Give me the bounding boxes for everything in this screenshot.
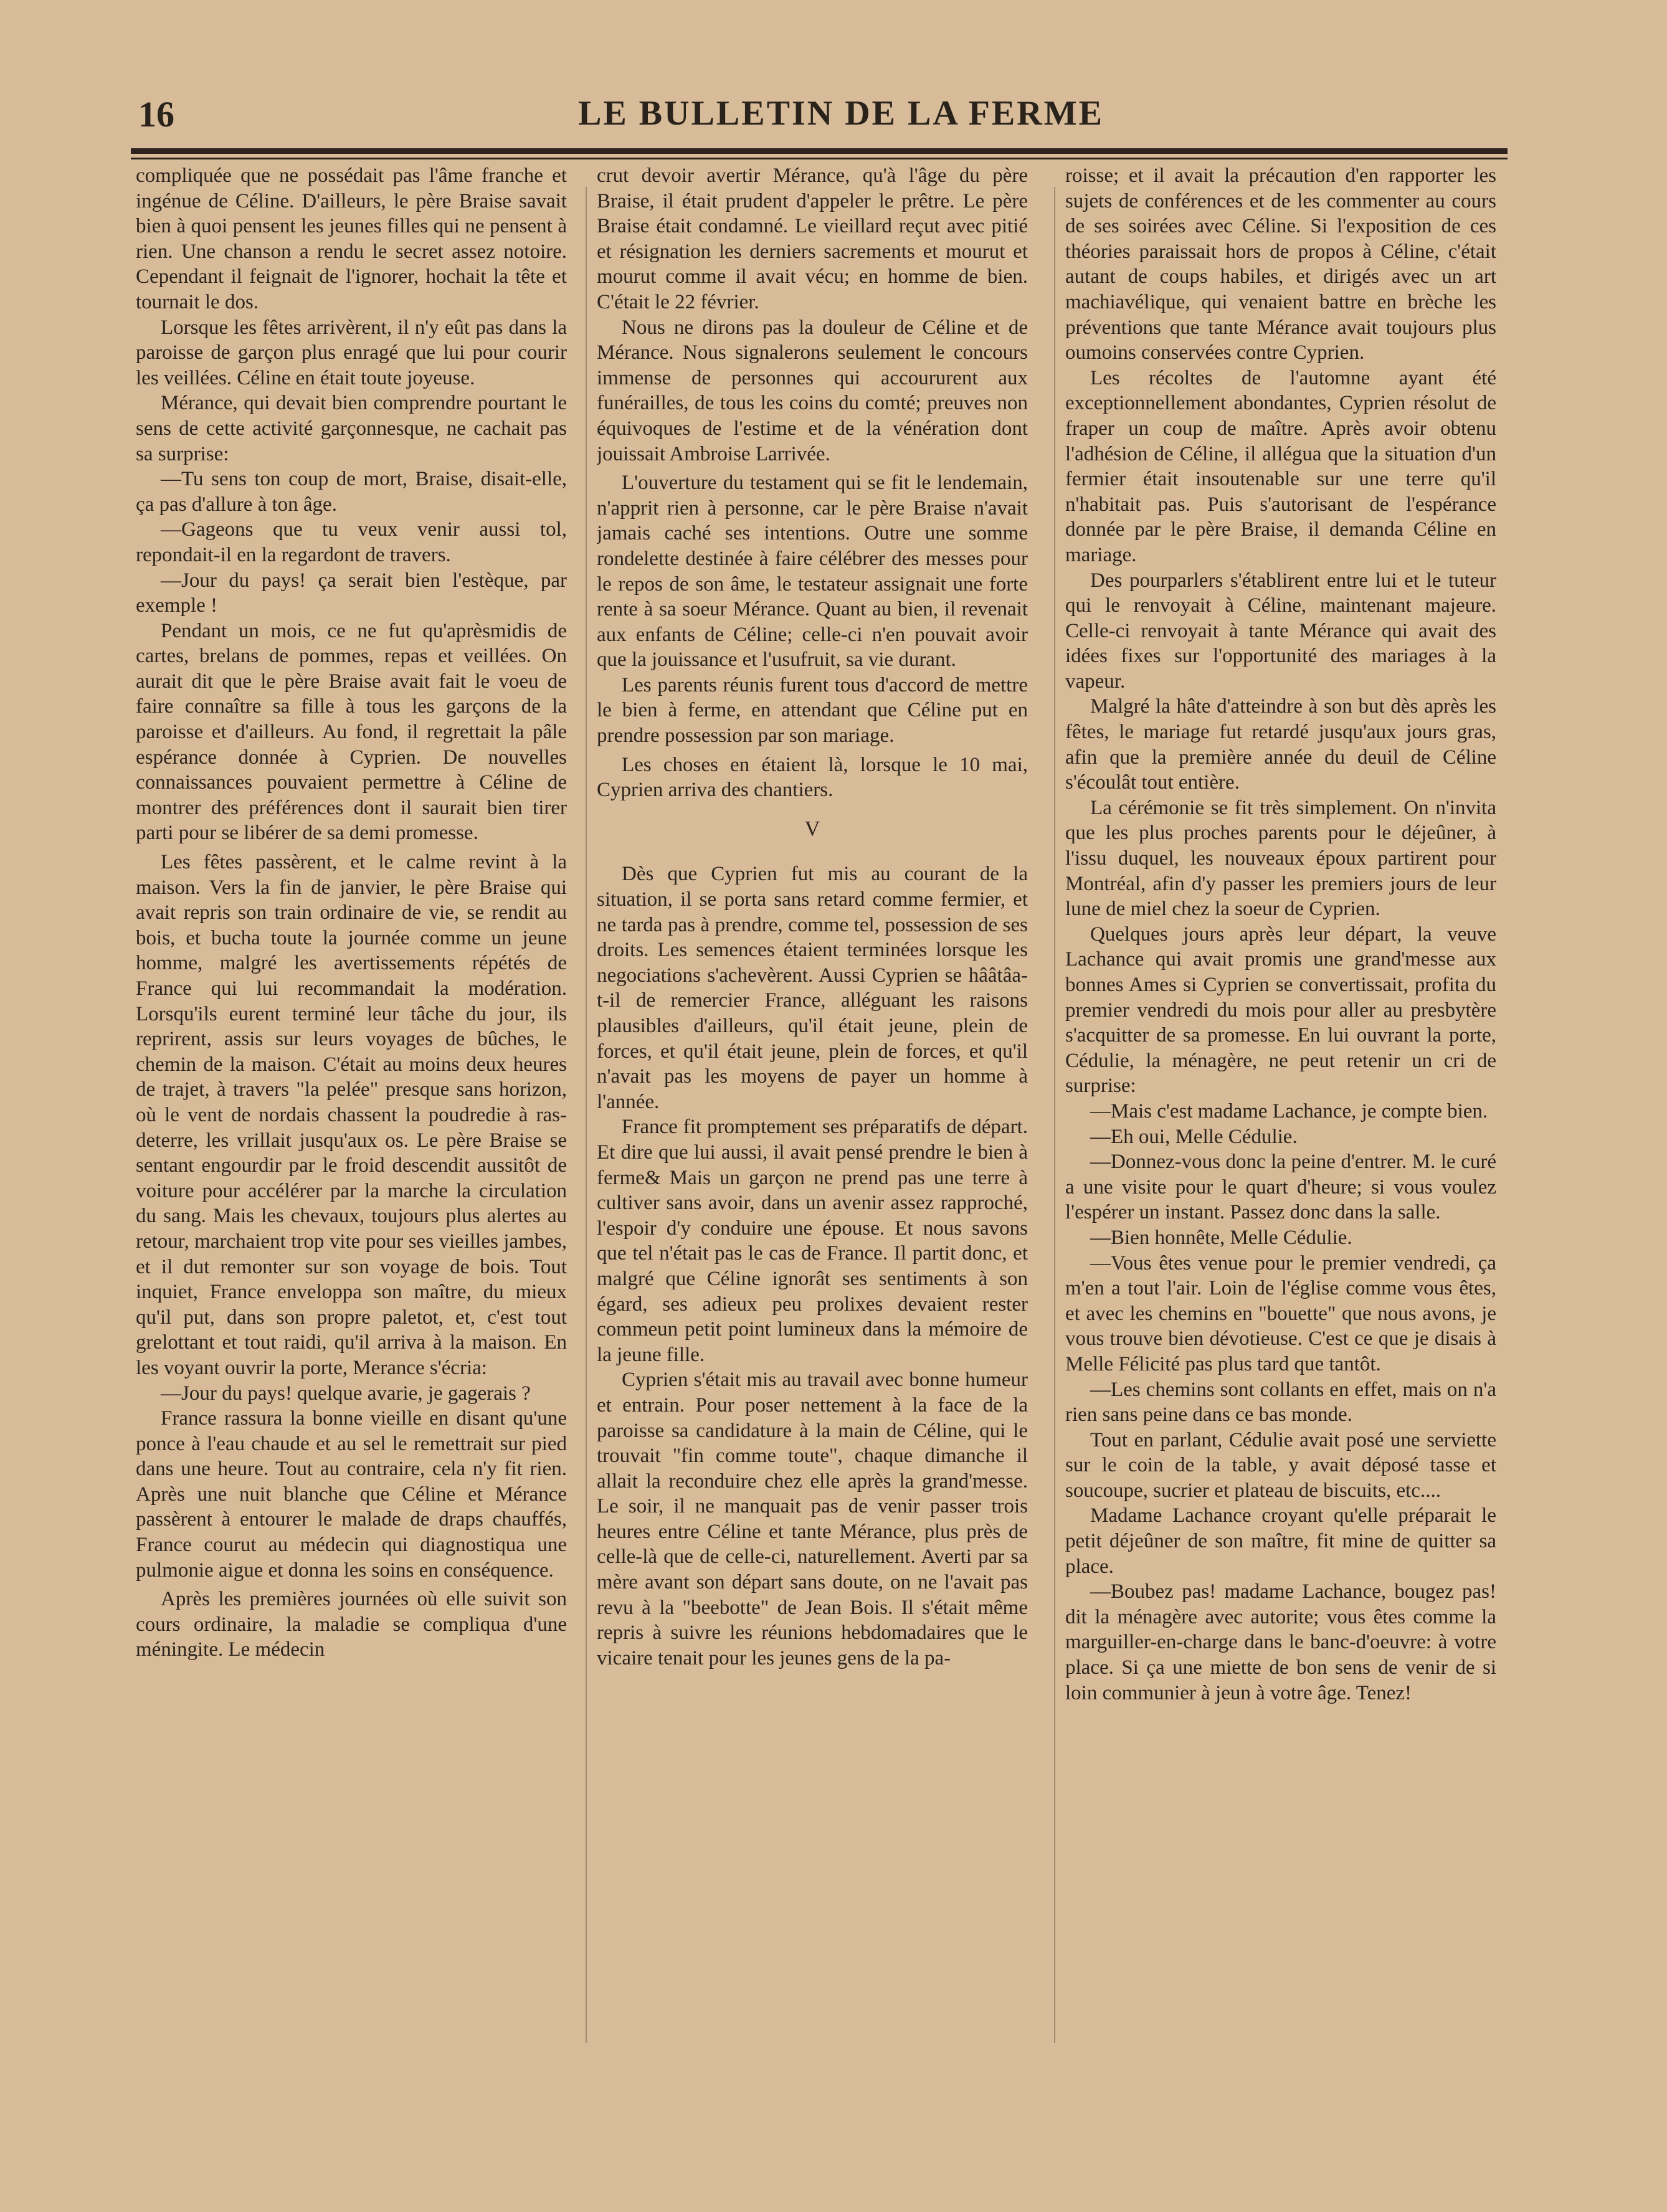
paragraph: Lorsque les fêtes arrivèrent, il n'y eût pas dans la paroisse de garçon plus enragé que lui pour courir les veillées. Céline en était toute joyeuse. bbox=[136, 316, 567, 389]
text-column-2 bbox=[597, 163, 1028, 2063]
paragraph: —Mais c'est madame Lachance, je compte bien. bbox=[1090, 1099, 1488, 1123]
paragraph: Dès que Cyprien fut mis au courant de la situation, il se porta sans retard comme fermier, et ne tarda pas à prendre, comme tel, possession de ses droits. Les semences étaient terminées lorsque les negociations s'achevèrent. Aussi Cyprien se hââtâa-t-il de remercier France, alléguant les raisons plausibles d'ailleurs, qu'il était jeune, plein de forces, et qu'il était jeune, plein de forces, et qu'il n'avait pas les moyens de payer un homme à l'année. bbox=[597, 863, 1028, 1113]
paragraph: Pendant un mois, ce ne fut qu'aprèsmidis de cartes, brelans de pommes, repas et veillées. On aurait dit que le père Braise avait fait le voeu de faire connaître sa fille à tous les garçons de la paroisse et d'ailleurs. Au fond, il regrettait la pâle espérance donnée à Cyprien. De nouvelles connaissances pouvaient permettre à Céline de montrer des préférences dont il saurait bien tirer parti pour se libérer de sa demi promesse. bbox=[136, 619, 567, 845]
header-rule-thin bbox=[131, 158, 1508, 159]
paragraph: Après les premières journées où elle suivit son cours ordinaire, la maladie se compliqua d'une méningite. Le médecin bbox=[136, 1588, 567, 1661]
paragraph: —Jour du pays! ça serait bien l'estèque, par exemple ! bbox=[136, 569, 567, 617]
text-column-1 bbox=[136, 163, 567, 2063]
text-column-3 bbox=[1065, 163, 1496, 2063]
paragraph: —Donnez-vous donc la peine d'entrer. M. le curé a une visite pour le quart d'heure; si vous voulez l'espérer un instant. Passez donc dans la salle. bbox=[1065, 1151, 1496, 1224]
paragraph: roisse; et il avait la précaution d'en rapporter les sujets de conférences et de les commenter au cours de ses soirées avec Céline. Si l'exposition de ces théories paraissait hors de propos à Céline, c'était autant de coups habiles, et dirigés avec un art machiavélique, qui venaient battre en brèche les préventions que tante Mérance avait toujours plus oumoins conservées contre Cyprien. bbox=[1065, 164, 1496, 364]
paragraph: Les fêtes passèrent, et le calme revint à la maison. Vers la fin de janvier, le père Braise qui avait repris son train ordinaire de vie, se rendit au bois, et bucha toute la journée comme un jeune homme, malgré les avertissements répétés de France qui lui recommandait la modération. Lorsqu'ils eurent terminé leur tâche du jour, ils reprirent, assis sur leurs voyages de bûches, le chemin de la maison. C'était au moins deux heures de trajet, à travers "la pelée" presque sans horizon, où le vent de nordais chassent la poudredie à ras-deterre, les vrillait jusqu'aux os. Le père Braise se sentant engourdir par le froid descendit aussitôt de voiture pour accélérer par la marche la circulation du sang. Mais les chevaux, toujours plus alertes au retour, marchaient trop vite pour ses vieilles jambes, et il dut remonter sur son voyage de bois. Tout inquiet, France enveloppa son maître, du mieux qu'il put, dans son propre paletot, et, c'est tout grelottant et tout raidi, qu'il arriva à la maison. En les voyant ouvrir la porte, Merance s'écria: bbox=[136, 851, 567, 1379]
paragraph: —Les chemins sont collants en effet, mais on n'a rien sans peine dans ce bas monde. bbox=[1065, 1378, 1496, 1426]
paragraph: crut devoir avertir Mérance, qu'à l'âge du père Braise, il était prudent d'appeler le prêtre. Le père Braise était condamné. Le vieillard reçut avec pitié et résignation les derniers sacrements et mourut et mourut comme il avait vécu; en homme de bien. C'était le 22 février. bbox=[597, 164, 1028, 313]
paragraph: Cyprien s'était mis au travail avec bonne humeur et entrain. Pour poser nettement à la face de la paroisse sa candidature à la main de Céline, qui le trouvait "fin comme toute", chaque dimanche il allait la reconduire chez elle après la grand'messe. Le soir, il ne manquait pas de venir passer trois heures entre Céline et tante Mérance, plus près de celle-là que de celle-ci, naturellement. Averti par sa mère avant son départ sans doute, on ne l'avait pas revu à la "beebotte" de Jean Bois. Il s'était même repris à suivre les réunions hebdomadaires que le vicaire tenait pour les jeunes gens de la pa- bbox=[597, 1369, 1028, 1669]
paragraph: Madame Lachance croyant qu'elle préparait le petit déjeûner de son maître, fit mine de quitter sa place. bbox=[1065, 1504, 1496, 1578]
paragraph: France rassura la bonne vieille en disant qu'une ponce à l'eau chaude et au sel le remettrait sur pied dans une heure. Tout au contraire, cela n'y fit rien. Après une nuit blanche que Céline et Mérance passèrent à entourer le malade de draps chauffés, France courut au médecin qui diagnostiqua une pulmonie aigue et donna les soins en conséquence. bbox=[136, 1407, 567, 1582]
section-number: V bbox=[804, 817, 820, 840]
column-divider bbox=[1054, 187, 1055, 2043]
column-divider bbox=[586, 187, 587, 2043]
paragraph: —Vous êtes venue pour le premier vendredi, ça m'en a tout l'air. Loin de l'église comme vous êtes, et avec les chemins en "bouette" que nous avons, je vous trouve bien dévotieuse. C'est ce que je disais à Melle Félicité pas plus tard que tantôt. bbox=[1065, 1251, 1496, 1375]
paragraph: Les choses en étaient là, lorsque le 10 mai, Cyprien arriva des chantiers. bbox=[597, 753, 1028, 802]
paragraph: Quelques jours après leur départ, la veuve Lachance qui avait promis une grand'messe aux bonnes Ames si Cyprien se convertissait, profita du premier vendredi du mois pour aller au presbytère s'acquitter de sa promesse. En lui ouvrant la porte, Cédulie, la ménagère, ne peut retenir un cri de surprise: bbox=[1065, 923, 1496, 1098]
paragraph: Les récoltes de l'automne ayant été exceptionnellement abondantes, Cyprien résolut de fraper un coup de maître. Après avoir obtenu l'adhésion de Céline, il allégua que la situation d'un fermier était insoutenable sur une terre qu'il n'habitait pas. Puis s'autorisant de l'espérance donnée par le père Braise, il demanda Céline en mariage. bbox=[1065, 366, 1496, 566]
paragraph: Des pourparlers s'établirent entre lui et le tuteur qui le renvoyait à Céline, maintenant majeure. Celle-ci renvoyait à tante Mérance qui avait des idées fixes sur l'opportunité des mariages à la vapeur. bbox=[1065, 569, 1496, 693]
paragraph: Tout en parlant, Cédulie avait posé une serviette sur le coin de la table, y avait déposé tasse et soucoupe, sucrier et plateau de biscuits, etc.... bbox=[1065, 1428, 1496, 1502]
paragraph: compliquée que ne possédait pas l'âme franche et ingénue de Céline. D'ailleurs, le père Braise savait bien à quoi pensent les jeunes filles qui ne pensent à rien. Une chanson a rendu le secret assez notoire. Cependant il feignait de l'ignorer, hochait la tête et tournait le dos. bbox=[136, 164, 567, 313]
paragraph: —Boubez pas! madame Lachance, bougez pas! dit la ménagère avec autorite; vous êtes comme la marguiller-en-charge dans le banc-d'oeuvre: à votre place. Si ça une miette de bon sens de venir de si loin communier à jeun à votre âge. Tenez! bbox=[1065, 1580, 1496, 1704]
header-rule-thick bbox=[131, 148, 1508, 154]
paragraph: —Jour du pays! quelque avarie, je gagerais ? bbox=[161, 1382, 531, 1405]
paragraph: La cérémonie se fit très simplement. On n'invita que les plus proches parents pour le déjeûner, à l'issu duquel, les nouveaux époux partirent pour Montréal, afin d'y passer les premiers jours de leur lune de miel chez la soeur de Cyprien. bbox=[1065, 796, 1496, 921]
paragraph: Nous ne dirons pas la douleur de Céline et de Mérance. Nous signalerons seulement le concours immense de personnes qui accoururent aux funérailles, de tous les coins du comté; preuves non équivoques de l'estime et de la vénération dont jouissait Ambroise Larrivée. bbox=[597, 316, 1028, 465]
paragraph: France fit promptement ses préparatifs de départ. Et dire que lui aussi, il avait pensé prendre le bien à ferme& Mais un garçon ne prend pas une terre à cultiver sans avoir, dans un avenir assez rapproché, l'espoir d'y conduire une épouse. Et nous savons que tel n'était pas le cas de France. Il partit donc, et malgré que Céline ignorât ses sentiments à son égard, ses adieux peu prolixes devaient rester commeun petit point lumineux dans la mémoire de la jeune fille. bbox=[597, 1116, 1028, 1366]
page-number: 16 bbox=[138, 94, 174, 135]
paragraph: —Eh oui, Melle Cédulie. bbox=[1090, 1125, 1298, 1148]
paragraph: Malgré la hâte d'atteindre à son but dès après les fêtes, le mariage fut retardé jusqu'aux jours gras, afin que la première année du deuil de Céline s'écoulât tout entière. bbox=[1065, 695, 1496, 794]
paragraph: Mérance, qui devait bien comprendre pourtant le sens de cette activité garçonnesque, ne cachait pas sa surprise: bbox=[136, 392, 567, 465]
paragraph: —Gageons que tu veux venir aussi tol, repondait-il en la regardont de travers. bbox=[136, 518, 567, 566]
paragraph: —Tu sens ton coup de mort, Braise, disait-elle, ça pas d'allure à ton âge. bbox=[136, 468, 567, 516]
publication-title: LE BULLETIN DE LA FERME bbox=[578, 94, 1104, 133]
paragraph: Les parents réunis furent tous d'accord de mettre le bien à ferme, en attendant que Céline put en prendre possession par son mariage. bbox=[597, 673, 1028, 748]
paragraph: —Bien honnête, Melle Cédulie. bbox=[1090, 1226, 1352, 1249]
paragraph: L'ouverture du testament qui se fit le lendemain, n'apprit rien à personne, car le père Braise n'avait jamais caché ses intentions. Outre une somme rondelette destinée à faire célébrer des messes pour le repos de son âme, le testateur assignait une forte rente à sa soeur Mérance. Quant au bien, il revenait aux enfants de Céline; celle-ci n'en pouvait avoir que la jouissance et l'usufruit, sa vie durant. bbox=[597, 472, 1028, 672]
